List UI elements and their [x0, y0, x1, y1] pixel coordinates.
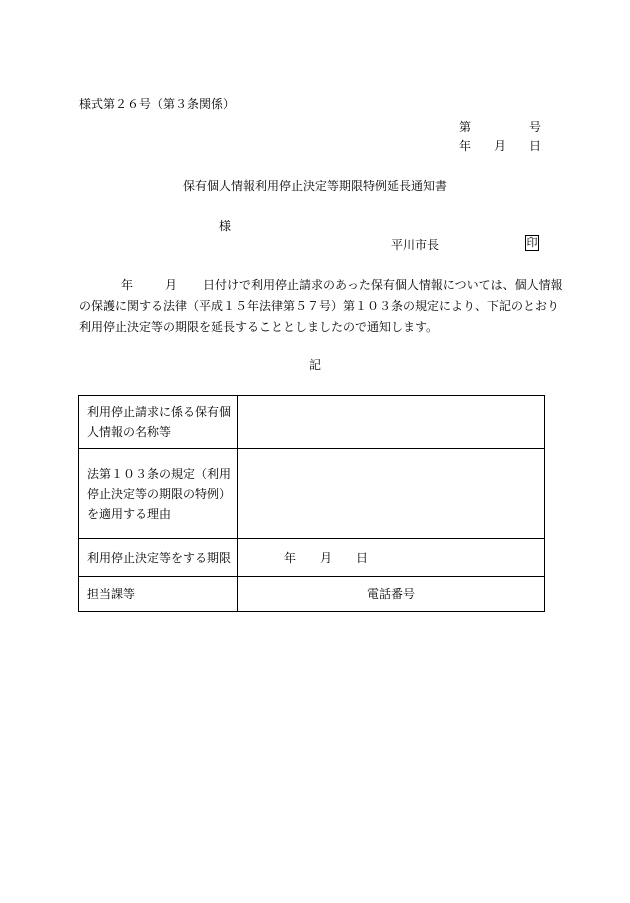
notice-body — [79, 275, 563, 338]
form-number: 様式第２６号（第３条関係） — [79, 97, 236, 111]
reason-field[interactable] — [238, 449, 545, 539]
sender-title: 平川市長 — [391, 238, 440, 252]
reason-label-line: 停止決定等の期限の特例） — [87, 486, 232, 501]
deadline-label: 利用停止決定等をする期限 — [79, 539, 238, 577]
table-row-record-name — [79, 396, 545, 449]
body-line-3: 利用停止決定等の期限を延長することとしましたので通知します。 — [79, 320, 439, 334]
date-year-label: 年 — [459, 139, 472, 153]
details-table — [78, 395, 545, 612]
deadline-day-label: 日 — [356, 550, 369, 565]
body-month-label: 月 — [165, 278, 178, 292]
body-line-1-text: 日付けで利用停止請求のあった保有個人情報については、個人情報 — [203, 278, 563, 292]
date-day-label: 日 — [529, 139, 542, 153]
addressee-honorific: 様 — [219, 219, 232, 233]
deadline-month-label: 月 — [320, 550, 333, 565]
date-month-label: 月 — [494, 139, 507, 153]
issue-number-suffix: 号 — [529, 120, 542, 134]
table-row-reason — [79, 449, 545, 539]
ki-heading: 記 — [308, 358, 321, 372]
document-title: 保有個人情報利用停止決定等期限特例延長通知書 — [182, 179, 447, 193]
record-name-label-line: 利用停止請求に係る保有個 — [87, 405, 232, 419]
record-name-label-line: 人情報の名称等 — [87, 425, 172, 439]
issue-number-prefix: 第 — [459, 120, 472, 134]
deadline-year-label: 年 — [284, 550, 297, 565]
body-line-1 — [79, 275, 563, 296]
body-year-label: 年 — [121, 278, 134, 292]
reason-label — [79, 449, 238, 539]
body-line-2: の保護に関する法律（平成１５年法律第５７号）第１０３条の規定により、下記のとおり — [79, 299, 560, 313]
phone-number-field[interactable] — [238, 577, 545, 612]
record-name-field[interactable] — [238, 396, 545, 449]
seal-mark: 印 — [526, 236, 538, 249]
reason-label-line: 法第１０３条の規定（利用 — [87, 466, 232, 481]
table-row-department — [79, 577, 545, 612]
table-row-deadline — [79, 539, 545, 577]
deadline-field[interactable] — [238, 539, 545, 577]
reason-label-line: を適用する理由 — [87, 506, 172, 521]
department-label: 担当課等 — [79, 577, 238, 612]
phone-number-label: 電話番号 — [366, 587, 415, 601]
record-name-label — [79, 396, 238, 449]
